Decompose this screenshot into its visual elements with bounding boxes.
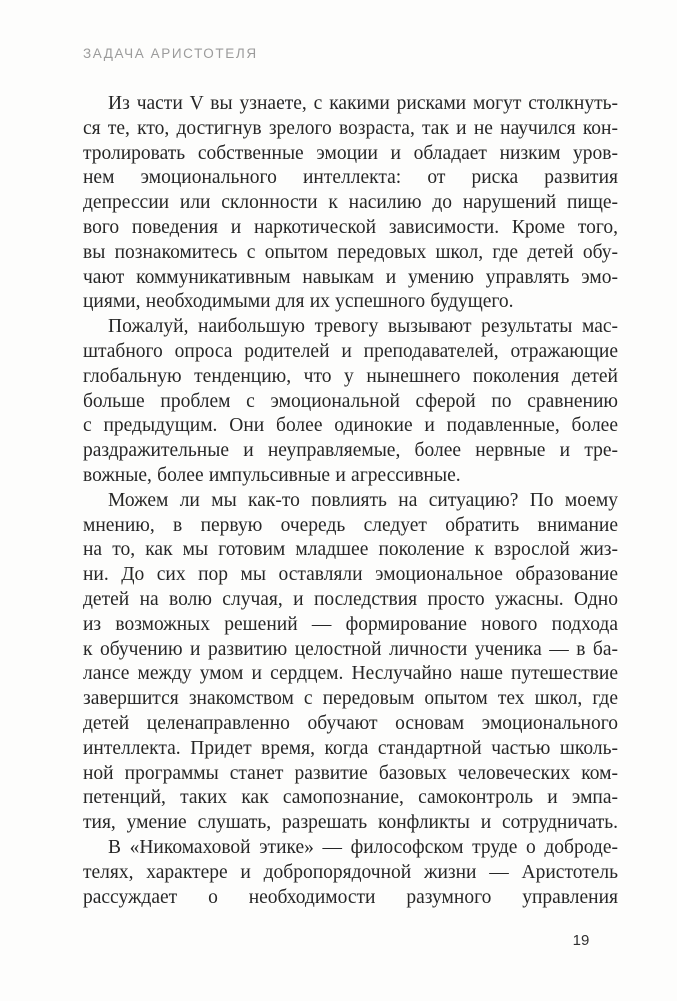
text-line: вожные, более импульсивные и агрессивные. [83, 464, 461, 486]
text-line: мнению, в первую очередь следует обратить внимание [83, 514, 618, 536]
running-header: ЗАДАЧА АРИСТОТЕЛЯ [83, 46, 258, 61]
body-text [83, 92, 618, 910]
text-line: Пожалуй, наибольшую тревогу вызывают результаты мас- [108, 316, 618, 338]
text-line: ной программы станет развитие базовых человеческих ком- [83, 762, 618, 784]
text-line: тия, умение слушать, разрешать конфликты и сотрудничать. [83, 812, 618, 834]
text-line: с предыдущим. Они более одинокие и подавленные, более [83, 415, 618, 437]
text-line: интеллекта. Придет время, когда стандартной частью школь- [83, 737, 618, 759]
text-line: вы познакомитесь с опытом передовых школ, где детей обу- [83, 241, 618, 263]
text-line: телях, характере и добропорядочной жизни — Аристотель [83, 861, 618, 883]
text-line: на то, как мы готовим младшее поколение к взрослой жиз- [83, 539, 618, 561]
text-line: штабного опроса родителей и преподавателей, отражающие [83, 340, 618, 362]
text-line: петенций, таких как самопознание, самоконтроль и эмпа- [83, 787, 618, 809]
text-line: Из части V вы узнаете, с какими рисками могут столкнуть- [108, 93, 618, 114]
text-line: детей на волю случая, и последствия просто ужасны. Одно [83, 588, 618, 610]
paragraph [83, 315, 618, 489]
text-line: глобальную тенденцию, что у нынешнего поколения детей [83, 365, 618, 387]
text-line: вого поведения и наркотической зависимости. Кроме того, [83, 216, 618, 238]
paragraph [83, 92, 618, 315]
text-line: чают коммуникативным навыкам и умению управлять эмо- [83, 266, 618, 288]
text-line: Можем ли мы как-то повлиять на ситуацию? По моему [108, 489, 618, 511]
text-line: тролировать собственные эмоции и обладает низким уров- [83, 142, 618, 164]
paragraph [83, 489, 618, 836]
text-line: раздражительные и неуправляемые, более нервные и тре- [83, 440, 618, 462]
paragraph [83, 836, 618, 910]
text-line: нем эмоционального интеллекта: от риска развития [83, 167, 618, 189]
text-line: больше проблем с эмоциональной сферой по сравнению [83, 390, 618, 412]
page-number: 19 [572, 932, 590, 949]
text-line: ни. До сих пор мы оставляли эмоциональное образование [83, 564, 618, 586]
text-line: депрессии или склонности к насилию до нарушений пище- [83, 192, 618, 214]
text-line: завершится знакомством с передовым опытом тех школ, где [83, 688, 618, 710]
text-line: лансе между умом и сердцем. Неслучайно наше путешествие [83, 663, 618, 685]
text-line: из возможных решений — формирование нового подхода [83, 613, 618, 635]
text-line: к обучению и развитию целостной личности ученика — в ба- [83, 638, 618, 660]
text-line: циями, необходимыми для их успешного будущего. [83, 291, 514, 313]
text-line: детей целенаправленно обучают основам эмоционального [83, 712, 618, 734]
text-line: рассуждает о необходимости разумного управления [83, 886, 618, 908]
text-line: В «Никомаховой этике» — философском труде о доброде- [108, 836, 618, 858]
text-line: ся те, кто, достигнув зрелого возраста, так и не научился кон- [83, 117, 618, 139]
